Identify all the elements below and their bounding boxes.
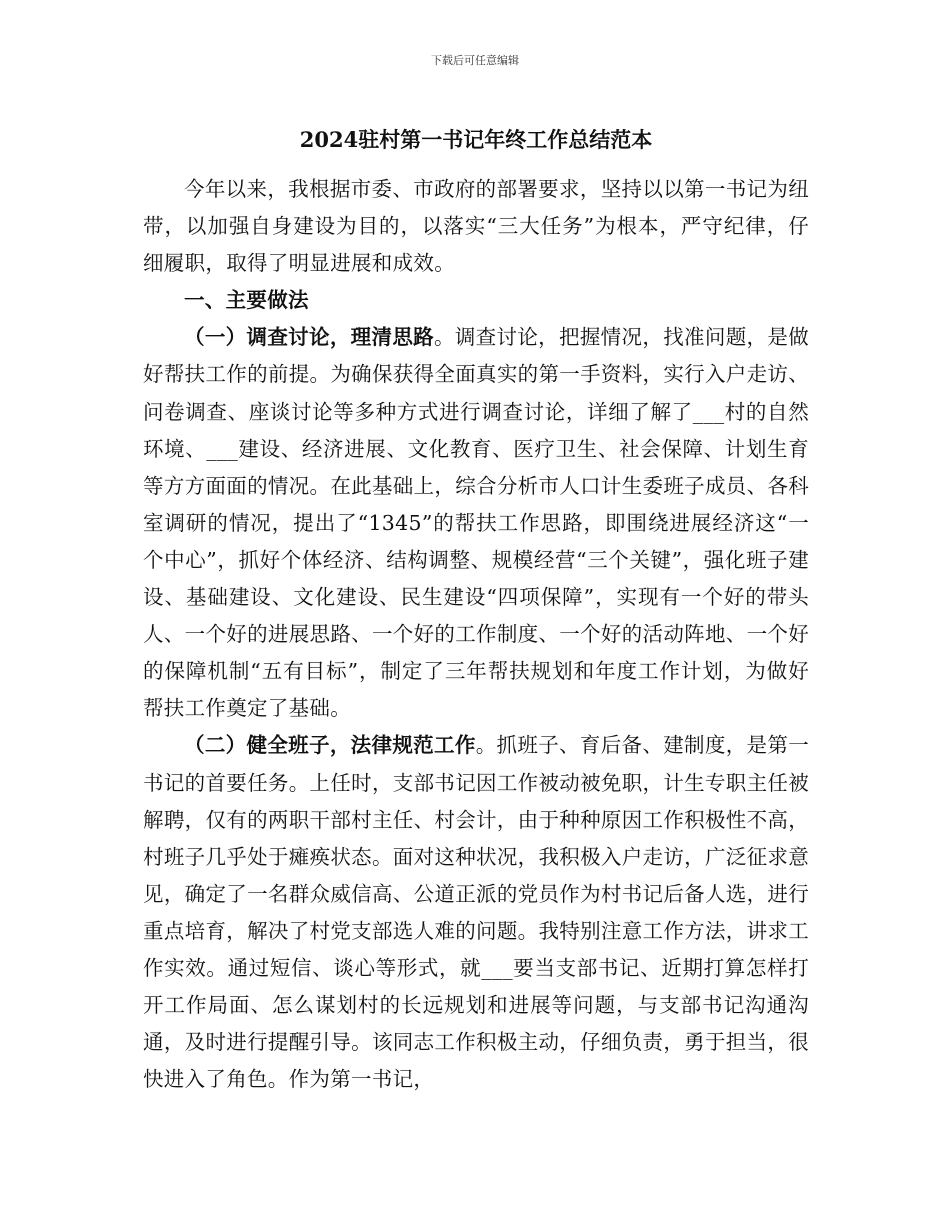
header-note: 下载后可任意编辑 <box>431 54 519 67</box>
paragraph-lead-team-building: （二）健全班子，法律规范工作 <box>184 733 476 758</box>
section-heading-main-practices: 一、主要做法 <box>184 288 309 313</box>
intro-paragraph: 今年以来，我根据市委、市政府的部署要求，坚持以以第一书记为纽带，以加强自身建设为目的，以落实“三大任务”为根本，严守纪律，仔细履职，取得了明显进展和成效。 <box>143 177 809 276</box>
paragraph-lead-investigation: （一）调查讨论，理清思路 <box>184 325 435 350</box>
document-body <box>143 171 809 1098</box>
paragraph-investigation <box>143 319 809 727</box>
paragraph-text-team-building: 。抓班子、育后备、建制度，是第一书记的首要任务。上任时，支部书记因工作被动被免职，计生专职主任被解聘，仅有的两职干部村主任、村会计，由于种种原因工作积极性不高，村班子几乎处于瘫痪状态。面对这种状况，我积极入户走访，广泛征求意见，确定了一名群众威信高、公道正派的党员作为村书记后备人选，进行重点培育，解决了村党支部选人难的问题。我特别注意工作方法，讲求工作实效。通过短信、谈心等形式，就___要当支部书记、近期打算怎样打开工作局面、怎么谋划村的长远规划和进展等问题，与支部书记沟通沟通，及时进行提醒引导。该同志工作积极主动，仔细负责，勇于担当，很快进入了角色。作为第一书记， <box>143 733 809 1092</box>
paragraph-team-building <box>143 727 809 1098</box>
paragraph-text-investigation: 。调查讨论，把握情况，找准问题，是做好帮扶工作的前提。为确保获得全面真实的第一手资料，实行入户走访、问卷调查、座谈讨论等多种方式进行调查讨论，详细了解了___村的自然环境、___建设、经济进展、文化教育、医疗卫生、社会保障、计划生育等方方面面的情况。在此基础上，综合分析市人口计生委班子成员、各科室调研的情况，提出了“1345”的帮扶工作思路，即围绕进展经济这“一个中心”，抓好个体经济、结构调整、规模经营“三个关键”，强化班子建设、基础建设、文化建设、民生建设“四项保障”，实现有一个好的带头人、一个好的进展思路、一个好的工作制度、一个好的活动阵地、一个好的保障机制“五有目标”，制定了三年帮扶规划和年度工作计划，为做好帮扶工作奠定了基础。 <box>143 325 809 721</box>
document-title: 2024驻村第一书记年终工作总结范本 <box>299 127 653 152</box>
